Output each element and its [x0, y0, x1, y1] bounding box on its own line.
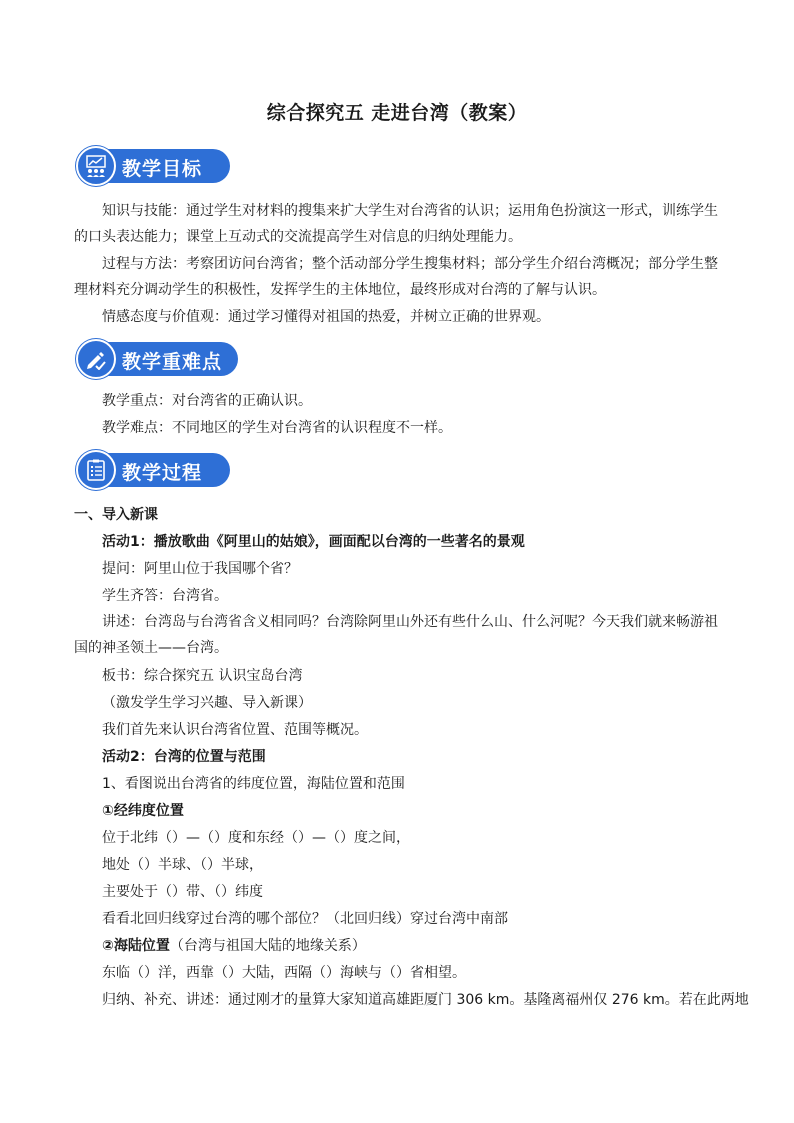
section-title-keypoints: 教学重难点 — [122, 351, 223, 373]
subheading-latlong: ①经纬度位置 — [102, 803, 184, 819]
latlong-line-2: 地处（）半球、（）半球， — [102, 857, 263, 873]
task-1: 1、看图说出台湾省的纬度位置，海陆位置和范围 — [102, 776, 405, 792]
activity-2: 活动2：台湾的位置与范围 — [102, 749, 266, 765]
answer-1: 学生齐答：台湾省。 — [102, 588, 228, 604]
board-note: 板书：综合探究五 认识宝岛台湾 — [102, 668, 303, 684]
process-heading-1: 一、导入新课 — [74, 507, 158, 523]
keypoint-focus: 教学重点：对台湾省的正确认识。 — [102, 393, 312, 409]
subheading-sea-land-note: （台湾与祖国大陆的地缘关系） — [169, 938, 366, 954]
checklist-icon — [76, 450, 116, 490]
team-chart-icon — [76, 146, 116, 186]
section-header-keypoints — [76, 339, 240, 379]
goals-emotion: 情感态度与价值观：通过学习懂得对祖国的热爱，并树立正确的世界观。 — [102, 309, 550, 325]
page-title: 综合探究五 走进台湾（教案） — [266, 102, 528, 124]
keypoint-difficulty: 教学难点：不同地区的学生对台湾省的认识程度不一样。 — [102, 420, 452, 436]
latlong-line-1: 位于北纬（）—（）度和东经（）—（）度之间， — [102, 830, 410, 846]
section-title-goals: 教学目标 — [122, 158, 203, 180]
sea-land-line: 东临（）洋，西靠（）大陆，西隔（）海峡与（）省相望。 — [102, 965, 466, 981]
intro-line: 我们首先来认识台湾省位置、范围等概况。 — [102, 722, 368, 738]
narration-1: 讲述：台湾岛与台湾省含义相同吗？台湾除阿里山外还有些什么山、什么河呢？今天我们就来畅游祖国的神圣领土——台湾。 — [74, 614, 718, 656]
question-1: 提问：阿里山位于我国哪个省？ — [102, 561, 298, 577]
latlong-line-3: 主要处于（）带、（）纬度 — [102, 884, 263, 900]
goals-knowledge: 知识与技能：通过学生对材料的搜集来扩大学生对台湾省的认识；运用角色扮演这一形式，训练学生的口头表达能力；课堂上互动式的交流提高学生对信息的归纳处理能力。 — [74, 203, 718, 245]
section-header-goals — [76, 146, 232, 186]
section-header-process — [76, 450, 232, 490]
activity-1: 活动1：播放歌曲《阿里山的姑娘》，画面配以台湾的一些著名的景观 — [102, 534, 525, 550]
subheading-sea-land-label: ②海陆位置 — [102, 938, 170, 954]
purpose-note: （激发学生学习兴趣、导入新课） — [102, 695, 312, 711]
summary-line: 归纳、补充、讲述：通过刚才的量算大家知道高雄距厦门 306 km。基隆离福州仅 276 km。若在此两地 — [102, 992, 749, 1008]
pencil-check-icon — [76, 339, 116, 379]
goals-process: 过程与方法：考察团访问台湾省；整个活动部分学生搜集材料；部分学生介绍台湾概况；部分学生整理材料充分调动学生的积极性，发挥学生的主体地位，最终形成对台湾的了解与认识。 — [74, 256, 718, 298]
section-title-process: 教学过程 — [122, 462, 203, 484]
subheading-sea-land — [74, 933, 750, 959]
tropic-line: 看看北回归线穿过台湾的哪个部位？（北回归线）穿过台湾中南部 — [102, 911, 508, 927]
